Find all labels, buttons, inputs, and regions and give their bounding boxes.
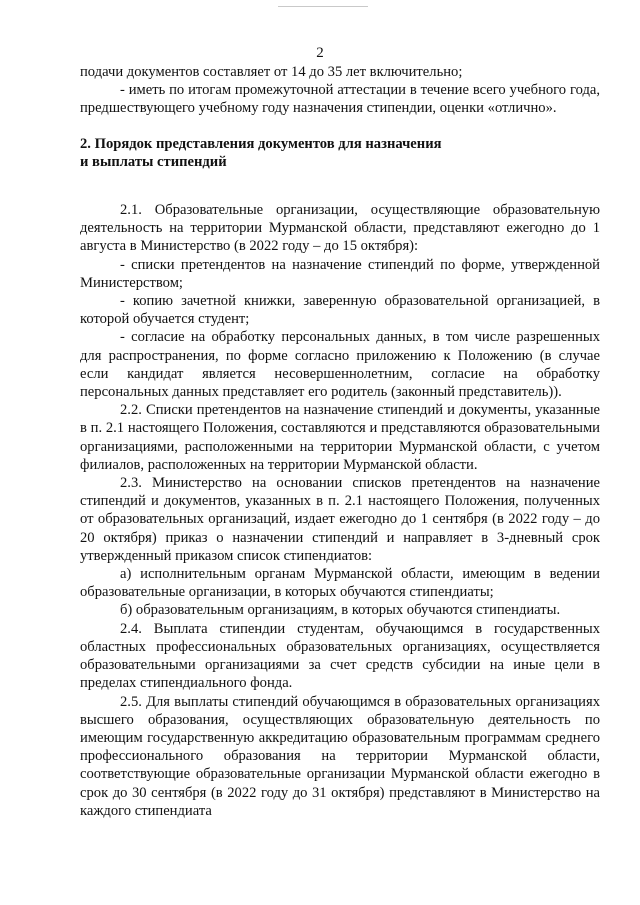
- clause-2-5: 2.5. Для выплаты стипендий обучающимся в образовательных организациях высшего образования, осуществляющих образовательную деятельность по имеющим государственную аккредитацию образовательным программам среднего профессионального образования на территории Мурманской области, соответствующие образовательные организации Мурманской области ежегодно в срок до 30 сентября (в 2022 году до 31 октября) представляют в Министерство на каждого стипендиата: [80, 693, 600, 819]
- document-body: [80, 63, 600, 820]
- eligibility-bullet: - иметь по итогам промежуточной аттестации в течение всего учебного года, предшествующего учебному году назначения стипендии, оценки «отлично».: [80, 82, 600, 117]
- clause-2-1-item-consent: - согласие на обработку персональных данных, в том числе разрешенных для распространения, по форме согласно приложению к Положению (в случае если кандидат является несовершеннолетним, согласие на обработку персональных данных представляет его родитель (законный представитель)).: [80, 329, 600, 401]
- page-number: 2: [316, 45, 324, 61]
- clause-2-3-item-b: б) образовательным организациям, в которых обучаются стипендиаты.: [120, 602, 561, 619]
- clause-2-3-item-a: а) исполнительным органам Мурманской области, имеющим в ведении образовательные организации, в которых обучаются стипендиаты;: [80, 566, 600, 601]
- clause-2-3: 2.3. Министерство на основании списков претендентов на назначение стипендий и документов, указанных в п. 2.1 настоящего Положения, полученных от образовательных организаций, издает ежегодно до 1 сентября (в 2022 году – до 20 октября) приказ о назначении стипендий и направляет в 3-дневный срок утвержденный приказом список стипендиатов:: [80, 475, 600, 564]
- section-heading-line-2: и выплаты стипендий: [80, 153, 227, 170]
- section-heading: [80, 135, 600, 171]
- clause-2-2: 2.2. Списки претендентов на назначение стипендий и документы, указанные в п. 2.1 настоящего Положения, составляются и представляются образовательными организациями, расположенными на территории Мурманской области, с учетом филиалов, расположенных на территории Мурманской области.: [80, 402, 600, 473]
- page-top-divider: [278, 6, 368, 7]
- clause-2-1-item-lists: - списки претендентов на назначение стипендий по форме, утвержденной Министерством;: [80, 256, 600, 291]
- clause-2-1-item-record-book: - копию зачетной книжки, заверенную образовательной организацией, в которой обучается студент;: [80, 293, 600, 328]
- clause-2-1: 2.1. Образовательные организации, осуществляющие образовательную деятельность на территории Мурманской области, представляют ежегодно до 1 августа в Министерство (в 2022 году – до 15 октября):: [80, 202, 600, 255]
- continuation-paragraph: подачи документов составляет от 14 до 35 лет включительно;: [80, 64, 463, 80]
- section-heading-line-1: 2. Порядок представления документов для назначения: [80, 135, 442, 152]
- clause-2-4: 2.4. Выплата стипендии студентам, обучающимся в государственных областных профессиональных образовательных организациях, осуществляется образовательными организациями за счет средств субсидии на иные цели в пределах стипендиального фонда.: [80, 620, 600, 692]
